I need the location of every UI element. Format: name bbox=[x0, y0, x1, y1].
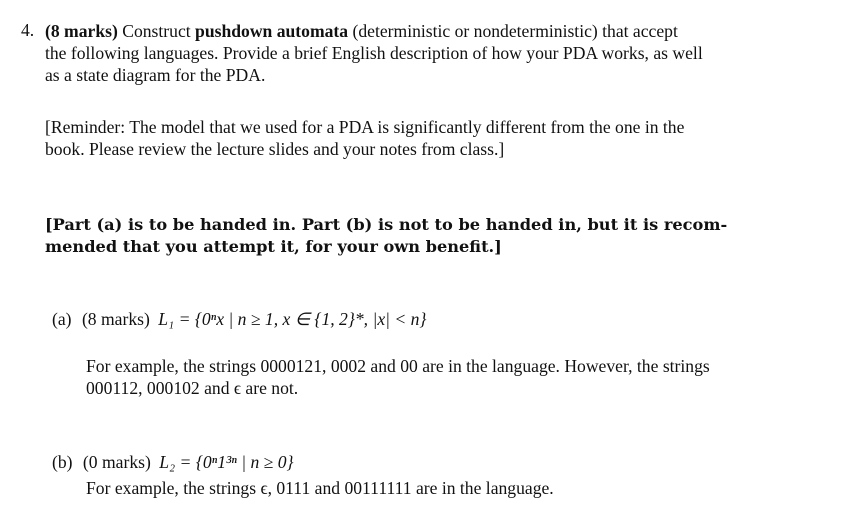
part-a-marks: (8 marks) bbox=[81, 309, 150, 329]
part-b-language: L₂ = {0ⁿ1³ⁿ | n ≥ 0} bbox=[159, 452, 294, 472]
part-b-marks: (0 marks) bbox=[82, 452, 151, 472]
reminder-line-2: book. Please review the lecture slides and your notes from class.] bbox=[45, 139, 505, 159]
question-line-3: as a state diagram for the PDA. bbox=[45, 65, 266, 85]
part-a-header bbox=[52, 308, 426, 330]
handin-note-line-1: [Part (a) is to be handed in. Part (b) is not to be handed in, but it is recom- bbox=[45, 215, 728, 234]
part-a-example-line-2: 000112, 000102 and ϵ are not. bbox=[86, 378, 299, 398]
part-b-example-line: For example, the strings ϵ, 0111 and 00111111 are in the language. bbox=[86, 478, 554, 498]
question-intro: Construct bbox=[122, 21, 191, 41]
part-a-language: L₁ = {0ⁿx | n ≥ 1, x ∈ {1, 2}*, |x| < n} bbox=[158, 309, 427, 329]
handin-note-line-2: mended that you attempt it, for your own benefit.] bbox=[45, 237, 502, 256]
question-topic: pushdown automata bbox=[195, 21, 349, 41]
question-line-1 bbox=[45, 20, 678, 42]
question-line-1-rest: (deterministic or nondeterministic) that accept bbox=[352, 21, 678, 41]
question-marks: (8 marks) bbox=[45, 21, 118, 41]
part-a-example-line-1: For example, the strings 0000121, 0002 and 00 are in the language. However, the strings bbox=[86, 356, 710, 376]
question-line-2: the following languages. Provide a brief English description of how your PDA works, as well bbox=[45, 43, 703, 63]
question-number: 4. bbox=[21, 20, 35, 40]
part-b-label: (b) bbox=[52, 452, 73, 472]
part-a-label: (a) bbox=[52, 309, 72, 329]
part-b-header bbox=[52, 451, 294, 473]
reminder-line-1: [Reminder: The model that we used for a PDA is significantly different from the one in the bbox=[45, 117, 685, 137]
